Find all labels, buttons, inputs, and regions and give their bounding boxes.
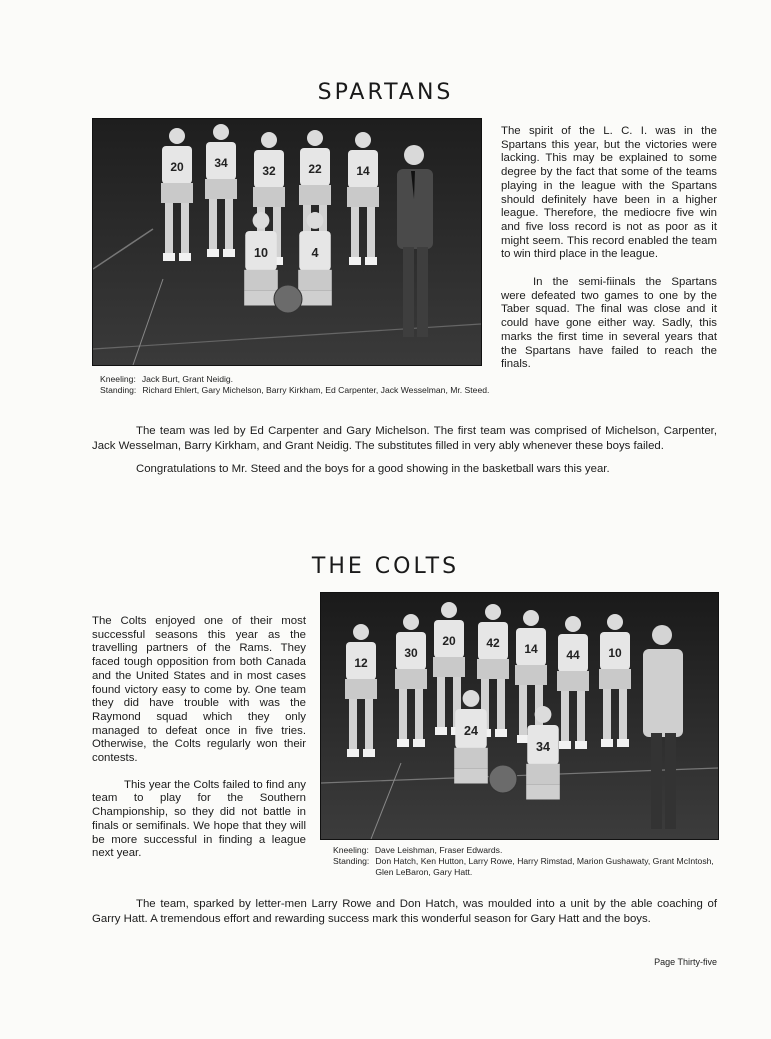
jersey-number: 42 bbox=[486, 636, 500, 650]
spartans-team-photo bbox=[92, 118, 482, 366]
jersey-number: 20 bbox=[442, 634, 456, 648]
standing-names: Richard Ehlert, Gary Michelson, Barry Kirkham, Ed Carpenter, Jack Wesselman, Mr. Steed. bbox=[142, 385, 490, 395]
kneeling-names: Dave Leishman, Fraser Edwards. bbox=[374, 845, 503, 855]
standing-label: Standing: bbox=[333, 856, 370, 866]
jersey-number: 12 bbox=[354, 656, 368, 670]
spartans-column-text bbox=[501, 125, 717, 372]
basketball-icon bbox=[489, 765, 517, 793]
colts-photo-caption bbox=[333, 845, 717, 878]
jersey-number: 10 bbox=[253, 246, 269, 261]
jersey-number: 30 bbox=[404, 646, 418, 660]
jersey-number: 20 bbox=[170, 160, 184, 174]
jersey-number: 34 bbox=[535, 740, 551, 755]
spartans-summary-text bbox=[92, 424, 717, 477]
spartans-summary-p2: Congratulations to Mr. Steed and the boys for a good showing in the basketball wars this year. bbox=[136, 463, 610, 475]
spartans-heading: SPARTANS bbox=[317, 80, 454, 105]
standing-names: Don Hatch, Ken Hutton, Larry Rowe, Harry Rimstad, Marion Gushawaty, Grant McIntosh, Glen LeBaron, Gary Hatt. bbox=[375, 856, 714, 877]
colts-paragraph-1: The Colts enjoyed one of their most successful seasons this year as the travelling partners of the Rams. They faced tough opposition from both Canada and the United States and in most cases found victory easy to come by. One team they did have trouble with was the Raymond squad which they only managed to defeat once in five tries. Otherwise, the Colts regularly won their contests. bbox=[92, 615, 306, 765]
colts-heading: THE COLTS bbox=[311, 554, 460, 579]
basketball-icon bbox=[274, 285, 302, 313]
page-number: Page Thirty-five bbox=[654, 957, 717, 967]
spartans-paragraph-2: In the semi-fiinals the Spartans were defeated two games to one by the Taber squad. The final was close and it could have gone either way. Sadly, this marks the first time in several years that the Spartans have failed to reach the finals. bbox=[501, 276, 717, 371]
jersey-number: 44 bbox=[566, 648, 580, 662]
kneeling-names: Jack Burt, Grant Neidig. bbox=[141, 374, 234, 384]
spartans-summary-p1: The team was led by Ed Carpenter and Gary Michelson. The first team was comprised of Michelson, Carpenter, Jack Wesselman, Barry Kirkham, and Grant Neidig. The substitutes filled in very ably whenever these boys failed. bbox=[92, 425, 717, 452]
jersey-number: 10 bbox=[608, 646, 622, 660]
jersey-number: 4 bbox=[311, 246, 319, 261]
jersey-number: 14 bbox=[356, 164, 370, 178]
jersey-number: 34 bbox=[214, 156, 228, 170]
kneeling-label: Kneeling: bbox=[100, 374, 136, 384]
spartans-paragraph-1: The spirit of the L. C. I. was in the Spartans this year, but the victories were lacking. This may be explained to some degree by the fact that some of the teams playing in the league with the Spartans should definitely have been in a higher league. Therefore, the mediocre five win and five loss record is not as poor as it might seem. This record enabled the team to win third place in the league. bbox=[501, 125, 717, 261]
standing-label: Standing: bbox=[100, 385, 137, 395]
colts-summary-p1: The team, sparked by letter-men Larry Rowe and Don Hatch, was moulded into a unit by the able coaching of Garry Hatt. A tremendous effort and rewarding success mark this wonderful season for Gary Hatt and the boys. bbox=[92, 898, 717, 925]
spartans-photo-caption bbox=[100, 374, 505, 396]
kneeling-label: Kneeling: bbox=[333, 845, 369, 855]
jersey-number: 14 bbox=[524, 642, 538, 656]
jersey-number: 32 bbox=[262, 164, 276, 178]
jersey-number: 22 bbox=[308, 162, 322, 176]
colts-team-photo bbox=[320, 592, 719, 840]
colts-column-text bbox=[92, 615, 306, 861]
colts-summary-text bbox=[92, 897, 717, 926]
colts-paragraph-2: This year the Colts failed to find any team to play for the Southern Championship, so they did not battle in finals or semifinals. We hope that they will be more successful in finding a league next year. bbox=[92, 778, 306, 860]
jersey-number: 24 bbox=[463, 724, 479, 739]
